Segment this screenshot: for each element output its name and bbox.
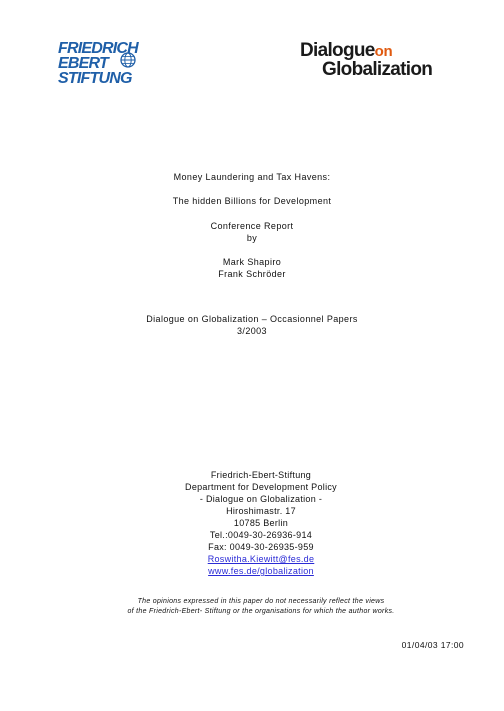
fes-logo [58, 41, 148, 93]
author-name: Frank Schröder [218, 269, 286, 279]
report-subtitle: The hidden Billions for Development [172, 196, 332, 206]
phone-number: Tel.:0049-30-26936-914 [209, 530, 313, 540]
website-link[interactable]: www.fes.de/globalization [208, 566, 314, 576]
report-title: Money Laundering and Tax Havens: [173, 172, 331, 182]
globe-icon [120, 52, 136, 68]
address-line: Hiroshimastr. 17 [226, 506, 296, 516]
disclaimer-line-1: The opinions expressed in this paper do not necessarily reflect the views [137, 598, 385, 605]
email-row [0, 553, 504, 565]
address-line: - Dialogue on Globalization - [199, 494, 323, 504]
logo-word-dialogue: Dialogue [300, 40, 375, 61]
fes-logo-line-1: FRIEDRICH [58, 40, 138, 57]
fes-logo-line-2: EBERT [58, 55, 108, 72]
fax-number: Fax: 0049-30-26935-959 [208, 542, 314, 552]
disclaimer-line-2: of the Friedrich-Ebert- Stiftung or the organisations for which the author works. [127, 608, 395, 615]
logo-word-globalization: Globalization [322, 59, 433, 80]
fes-logo-line-3: STIFTUNG [58, 70, 132, 87]
series-title: Dialogue on Globalization – Occasionnel Papers [146, 314, 358, 324]
document-datetime: 01/04/03 17:00 [401, 640, 464, 650]
by-label: by [246, 233, 258, 243]
logo-word-on: on [374, 43, 393, 60]
email-link[interactable]: Roswitha.Kiewitt@fes.de [207, 554, 315, 564]
address-line: Friedrich-Ebert-Stiftung [210, 470, 312, 480]
report-type: Conference Report [210, 221, 294, 231]
dialogue-on-globalization-logo [300, 40, 460, 84]
series-number: 3/2003 [237, 326, 267, 336]
website-row [0, 565, 504, 577]
author-name: Mark Shapiro [222, 257, 282, 267]
address-line: Department for Development Policy [185, 482, 337, 492]
address-line: 10785 Berlin [233, 518, 289, 528]
